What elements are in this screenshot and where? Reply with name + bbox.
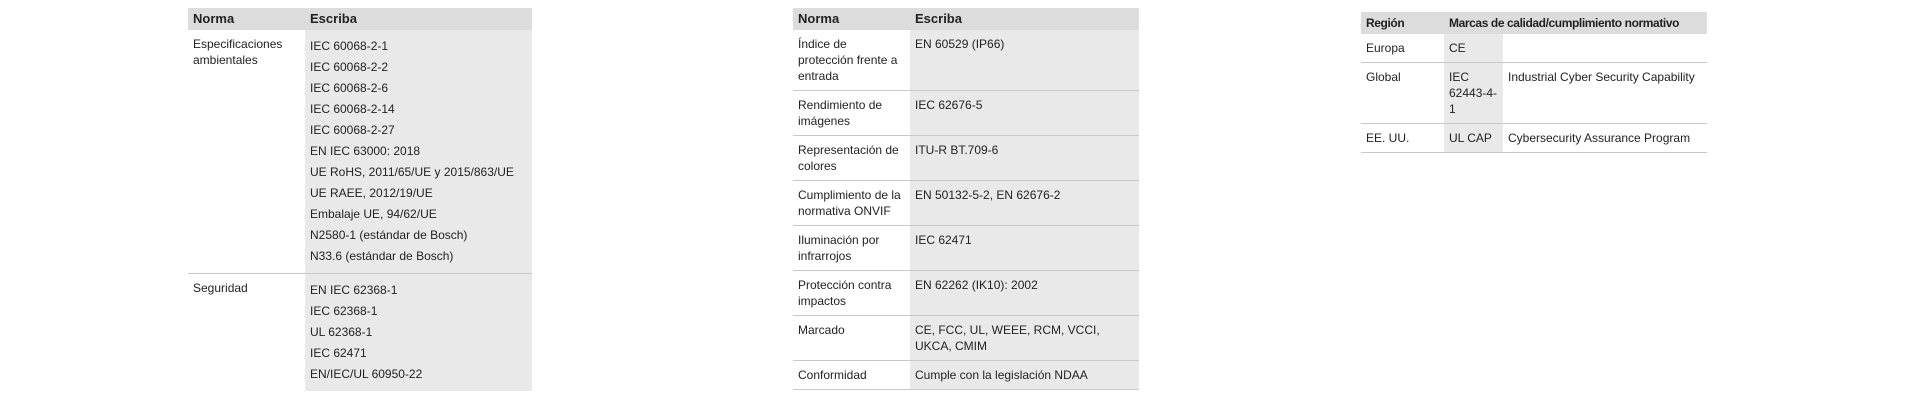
row-value: IEC 62471 xyxy=(910,226,1139,271)
standards-table-environmental-safety xyxy=(188,8,532,391)
description-cell: Industrial Cyber Security Capability xyxy=(1503,63,1707,124)
region-cell: EE. UU. xyxy=(1361,124,1444,153)
row-label: Protección contra impactos xyxy=(793,271,910,316)
row-value: EN 60529 (IP66) xyxy=(910,30,1139,91)
value-item: IEC 60068-2-1 xyxy=(310,39,389,53)
row-label: Especificaciones ambientales xyxy=(188,30,305,274)
table-row xyxy=(188,30,532,274)
value-item: IEC 60068-2-14 xyxy=(310,102,395,116)
table-row xyxy=(793,181,1139,226)
value-item: IEC 60068-2-27 xyxy=(310,123,395,137)
column-header-region: Región xyxy=(1361,12,1444,34)
value-item: UE RoHS, 2011/65/UE y 2015/863/UE xyxy=(310,165,514,179)
row-label: Seguridad xyxy=(193,281,248,295)
row-label: Índice de protección frente a entrada xyxy=(793,30,910,91)
value-item: EN/IEC/UL 60950-22 xyxy=(310,367,423,381)
description-cell: Cybersecurity Assurance Program xyxy=(1503,124,1707,153)
value-item: UL 62368-1 xyxy=(310,325,373,339)
standards-table-performance xyxy=(793,8,1139,390)
value-item: Embalaje UE, 94/62/UE xyxy=(310,207,437,221)
table-row xyxy=(793,226,1139,271)
mark-cell: IEC 62443-4-1 xyxy=(1444,63,1503,124)
row-label: Rendimiento de imágenes xyxy=(793,91,910,136)
table-row xyxy=(793,316,1139,361)
table-header-row xyxy=(1361,12,1707,34)
value-item: EN IEC 62368-1 xyxy=(310,283,398,297)
row-values xyxy=(305,30,532,274)
value-item: IEC 60068-2-6 xyxy=(310,81,389,95)
row-value: EN 62262 (IK10): 2002 xyxy=(910,271,1139,316)
row-value: CE, FCC, UL, WEEE, RCM, VCCI, UKCA, CMIM xyxy=(910,316,1139,361)
value-item: N2580-1 (estándar de Bosch) xyxy=(310,228,468,242)
row-value: Cumple con la legislación NDAA xyxy=(910,361,1139,390)
row-value: IEC 62676-5 xyxy=(910,91,1139,136)
quality-marks-table xyxy=(1361,12,1707,153)
value-item: N33.6 (estándar de Bosch) xyxy=(310,249,454,263)
region-cell: Global xyxy=(1361,63,1444,124)
table-row xyxy=(188,274,532,392)
table-row xyxy=(1361,63,1707,124)
row-values xyxy=(305,274,532,392)
value-item: IEC 60068-2-2 xyxy=(310,60,389,74)
value-item: IEC 62368-1 xyxy=(310,304,378,318)
column-header-escriba: Escriba xyxy=(910,8,1139,30)
column-header-norma: Norma xyxy=(188,8,305,30)
row-label: Marcado xyxy=(793,316,910,361)
region-cell: Europa xyxy=(1361,34,1444,63)
column-header-norma: Norma xyxy=(793,8,910,30)
table-row xyxy=(793,271,1139,316)
table-row xyxy=(1361,34,1707,63)
column-header-escriba: Escriba xyxy=(305,8,532,30)
description-cell xyxy=(1503,34,1707,63)
table-row xyxy=(793,361,1139,390)
value-item: IEC 62471 xyxy=(310,346,367,360)
row-label: Conformidad xyxy=(793,361,910,390)
table-row xyxy=(793,91,1139,136)
table-row xyxy=(1361,124,1707,153)
column-header-quality-marks: Marcas de calidad/cumplimiento normativo xyxy=(1444,12,1707,34)
row-label: Iluminación por infrarrojos xyxy=(793,226,910,271)
table-header-row xyxy=(793,8,1139,30)
row-label: Representación de colores xyxy=(793,136,910,181)
table-header-row xyxy=(188,8,532,30)
row-value: ITU-R BT.709-6 xyxy=(910,136,1139,181)
table-row xyxy=(793,30,1139,91)
mark-cell: UL CAP xyxy=(1444,124,1503,153)
row-value: EN 50132-5-2, EN 62676-2 xyxy=(910,181,1139,226)
row-label: Cumplimiento de la normativa ONVIF xyxy=(793,181,910,226)
value-item: UE RAEE, 2012/19/UE xyxy=(310,186,433,200)
table-row xyxy=(793,136,1139,181)
mark-cell: CE xyxy=(1444,34,1503,63)
value-item: EN IEC 63000: 2018 xyxy=(310,144,421,158)
